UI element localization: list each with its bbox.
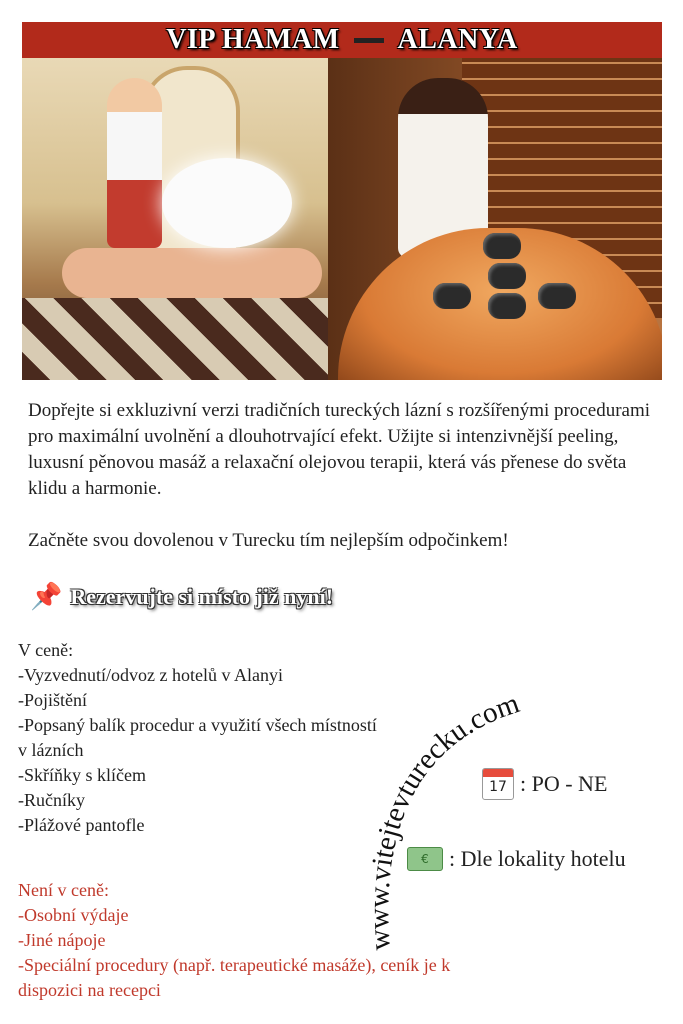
title-banner <box>22 22 662 58</box>
intro-tagline: Začněte svou dovolenou v Turecku tím nejlepším odpočinkem! <box>28 530 509 551</box>
reclining-guest <box>62 248 322 298</box>
therapist-figure <box>107 78 162 248</box>
included-heading: V ceně: <box>18 640 74 660</box>
title-right: ALANYA <box>397 24 518 55</box>
hot-stone <box>488 263 526 289</box>
list-item: -Vyzvednutí/odvoz z hotelů v Alanyi <box>18 665 283 685</box>
list-item: -Osobní výdaje <box>18 905 129 925</box>
list-item: -Plážové pantofle <box>18 815 145 835</box>
hot-stone <box>538 283 576 309</box>
page-title <box>166 24 517 56</box>
intro-text <box>28 398 658 554</box>
list-item: -Jiné nápoje <box>18 930 106 950</box>
excluded-heading: Není v ceně: <box>18 880 109 900</box>
price-row <box>407 846 626 872</box>
list-item: -Pojištění <box>18 690 88 710</box>
hot-stone <box>483 233 521 259</box>
list-item: -Popsaný balík procedur a využití všech místností v lázních <box>18 715 377 760</box>
list-item: -Skříňky s klíčem <box>18 765 146 785</box>
calendar-icon <box>482 768 514 800</box>
list-item: -Speciální procedury (např. terapeutické masáže), ceník je k dispozici na recepci <box>18 955 451 1000</box>
intro-paragraph: Dopřejte si exkluzivní verzi tradičních tureckých lázní s rozšířenými procedurami pro maximální uvolnění a dlouhotrvající efekt. Užijte si intenzivnější peeling, luxusní pěnovou masáž a relaxační olejovou terapii, která vás přenese do světa klidu a harmonie. <box>28 400 651 499</box>
reserve-text: Rezervujte si místo již nyní! <box>70 584 334 609</box>
money-icon <box>407 847 443 871</box>
title-left: VIP HAMAM <box>166 24 340 55</box>
hot-stone <box>488 293 526 319</box>
excluded-list <box>18 878 508 1003</box>
title-dash <box>354 38 384 43</box>
foam-massage-photo <box>22 58 328 380</box>
schedule-text: : PO - NE <box>520 771 608 796</box>
foam-cloud <box>162 158 292 248</box>
hot-stone <box>433 283 471 309</box>
schedule-row <box>482 768 607 800</box>
included-list <box>18 638 378 838</box>
calendar-day: 17 <box>489 779 507 795</box>
list-item: -Ručníky <box>18 790 85 810</box>
website-watermark-text: www.vitejtevturecku.com <box>363 687 524 952</box>
reserve-callout <box>30 582 333 612</box>
pushpin-icon: 📌 <box>30 582 63 611</box>
hot-stone-massage-photo <box>328 58 662 380</box>
marble-floor <box>22 298 328 380</box>
price-text: : Dle lokality hotelu <box>449 846 626 871</box>
photo-strip <box>22 58 662 380</box>
money-symbol: € <box>421 852 429 866</box>
